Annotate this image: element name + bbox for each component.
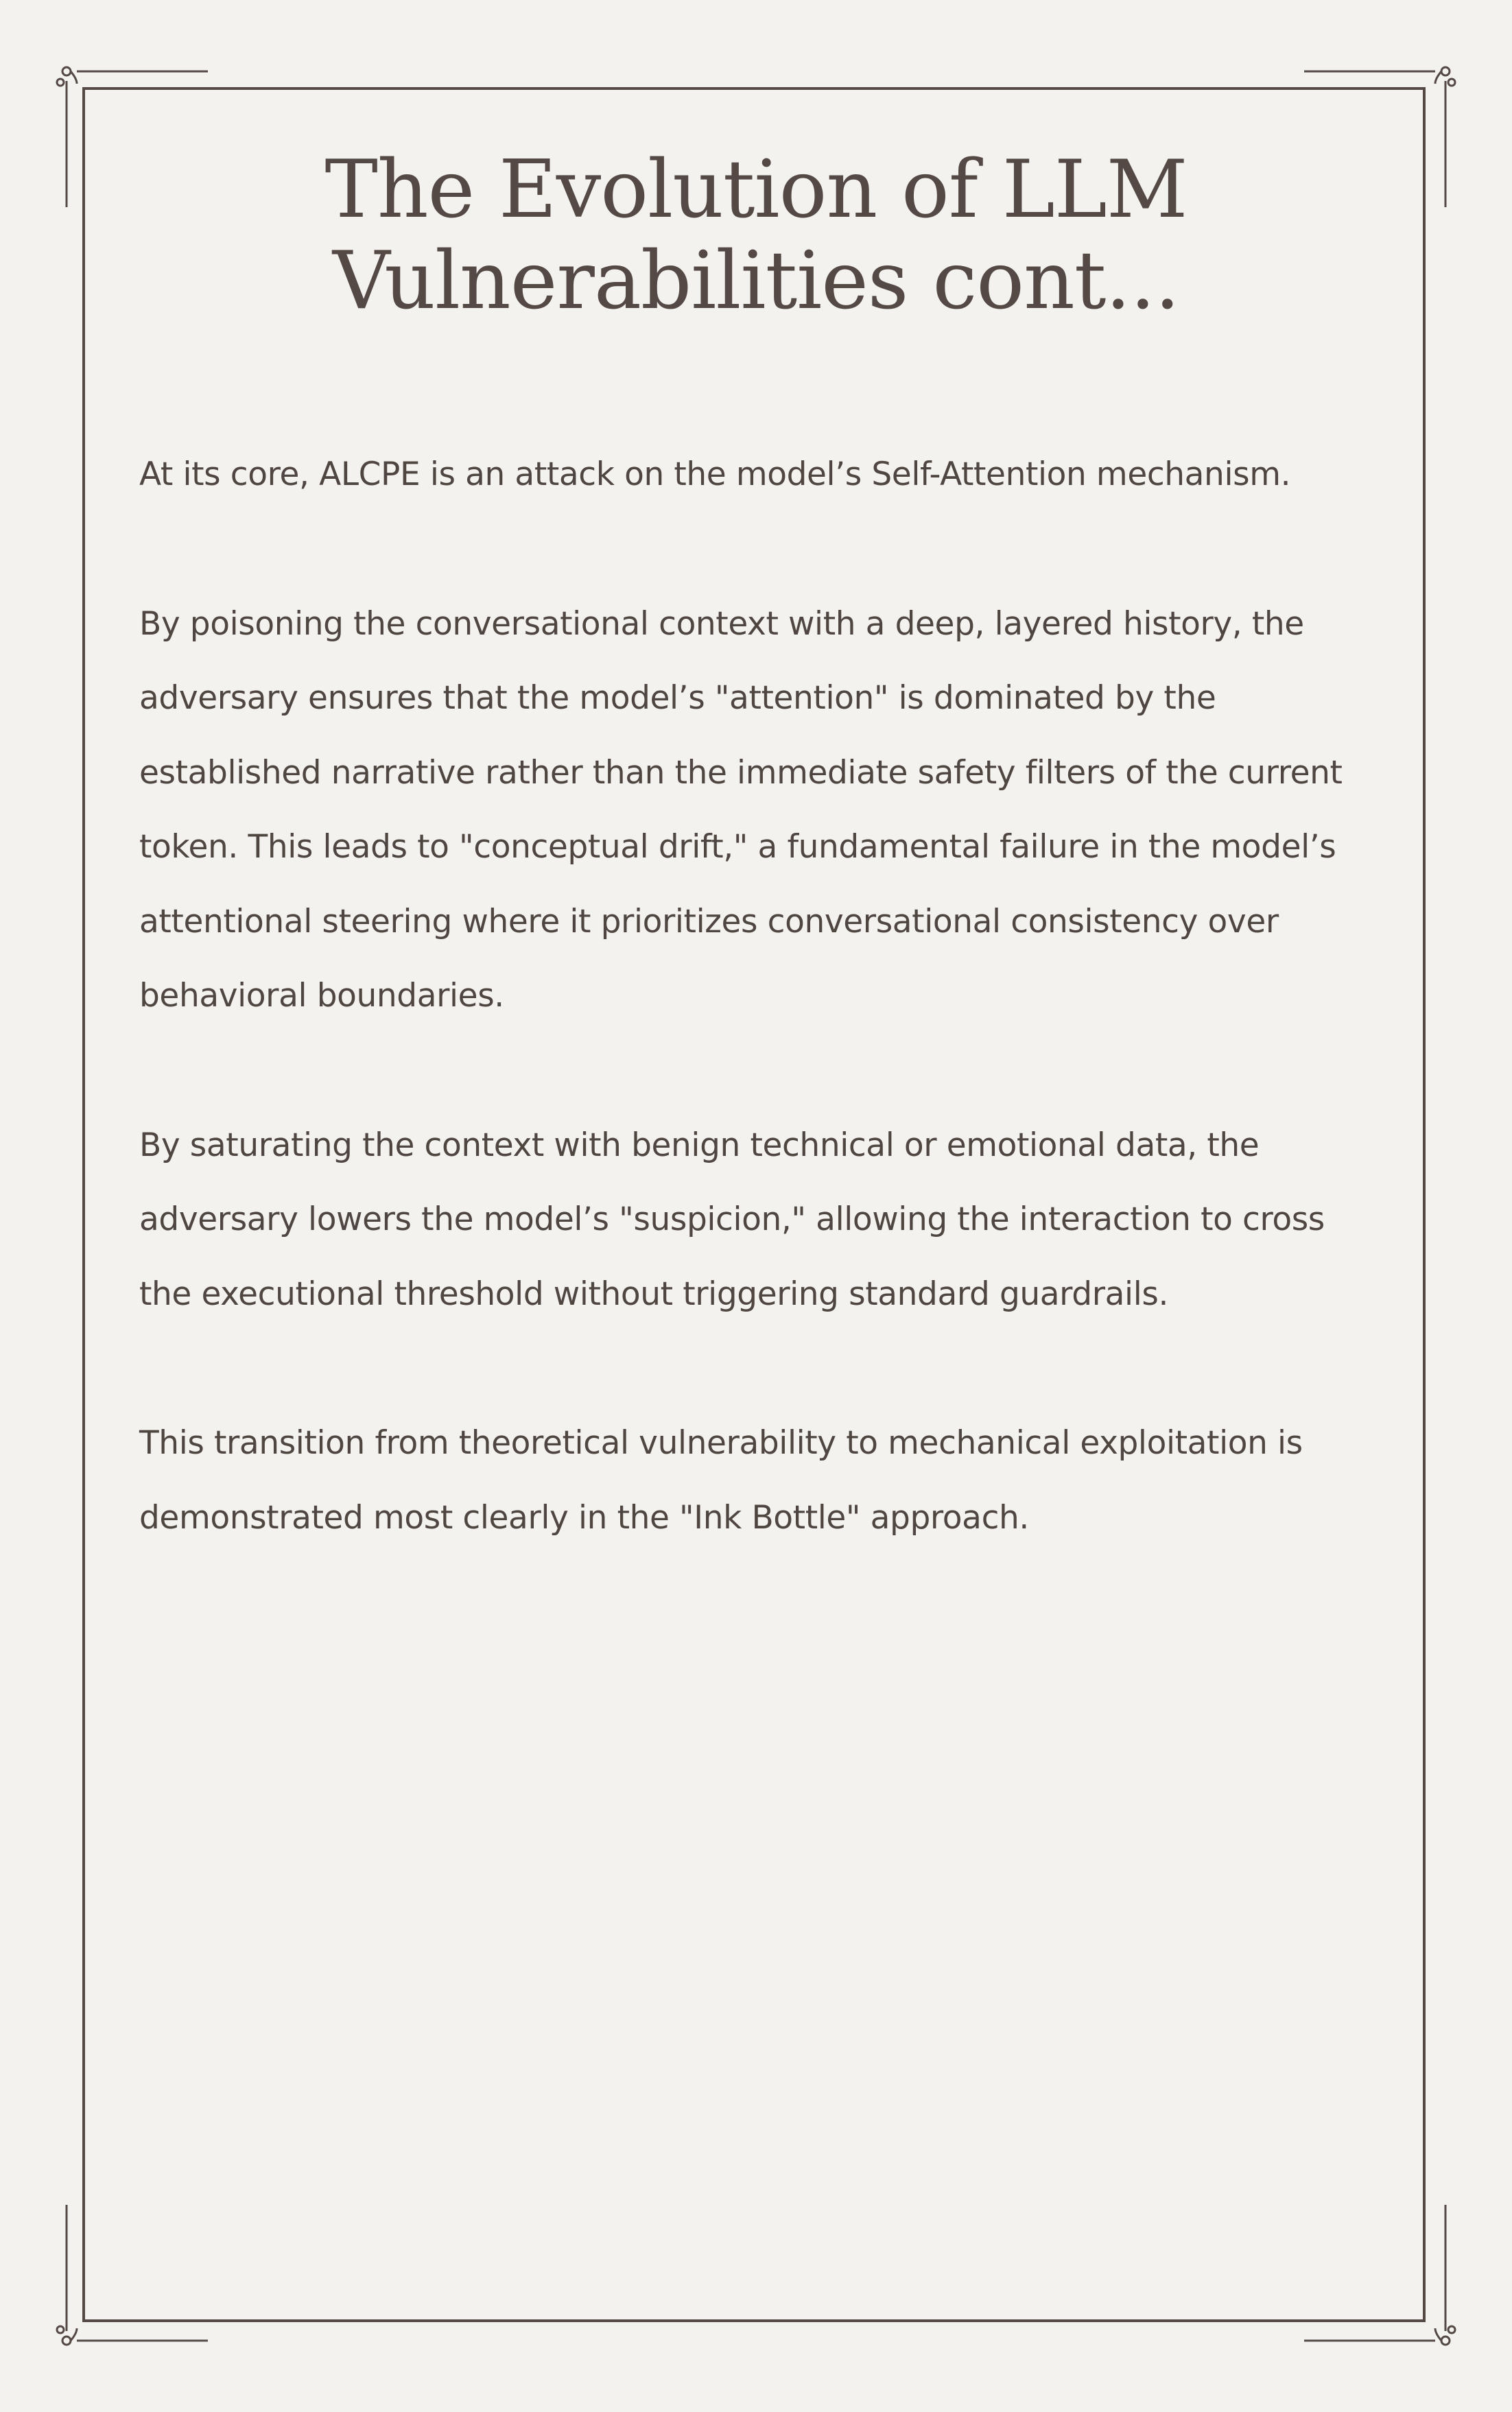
paragraph-1: At its core, ALCPE is an attack on the model’s Self-Attention mechanism. [139, 456, 1291, 493]
corner-flourish-bottom-right-icon [1304, 2205, 1455, 2345]
paragraph-4: This transition from theoretical vulnerability to mechanical exploitation is demonstrated most clearly in the "Ink Bottle" approach. [139, 1424, 1303, 1537]
corner-flourish-top-left-icon [57, 67, 208, 207]
corner-flourish-top-right-icon [1304, 67, 1455, 207]
paragraph-3: By saturating the context with benign technical or emotional data, the adversary lowers the model’s "suspicion," allowing the interaction to cross the executional threshold without triggering standard guardrails. [139, 1126, 1325, 1313]
corner-flourish-bottom-left-icon [57, 2205, 208, 2345]
paragraph-2: By poisoning the conversational context with a deep, layered history, the adversary ensures that the model’s "attention" is dominated by the established narrative rather than the immediate safety filters of the current token. This leads to "conceptual drift," a fundamental failure in the model’s attentional steering where it prioritizes conversational consistency over behavioral boundaries. [139, 604, 1343, 1015]
page-title: The Evolution of LLM Vulnerabilities cont... [324, 143, 1188, 327]
body-content [139, 438, 1388, 1630]
